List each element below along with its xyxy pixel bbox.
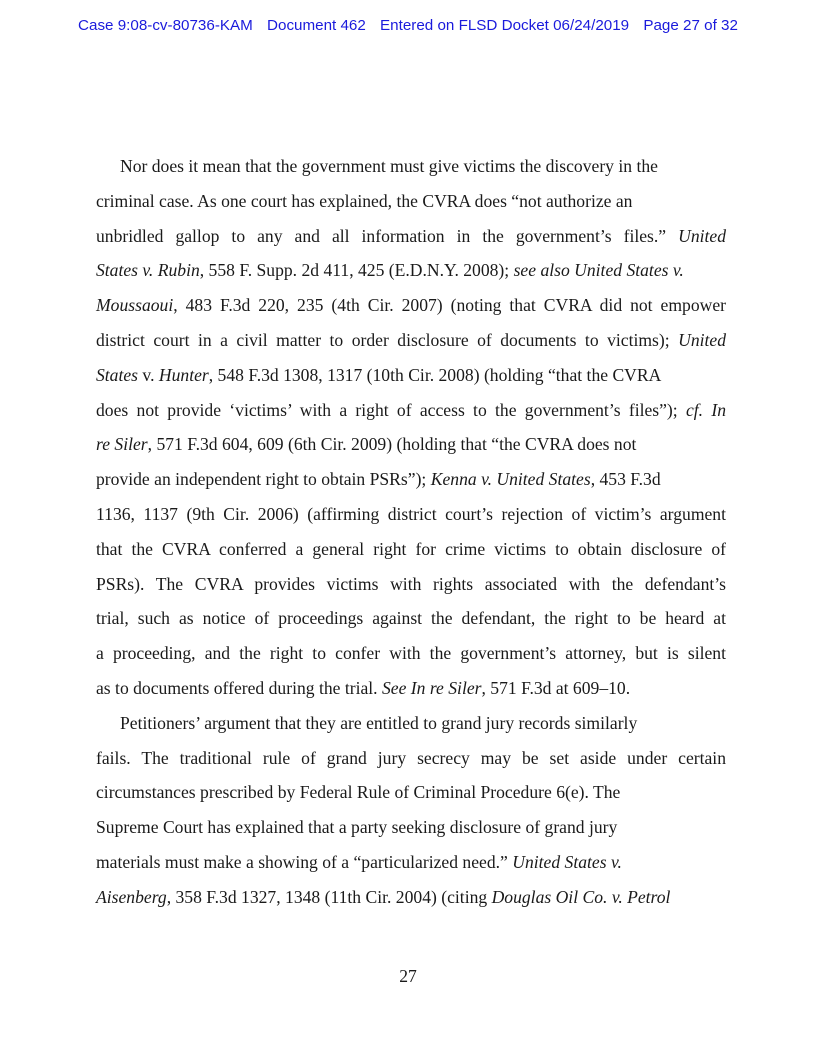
text-line — [96, 570, 726, 605]
body-text: , 571 F.3d at 609–10. — [481, 677, 631, 698]
text-line — [96, 430, 726, 465]
case-number: Case 9:08-cv-80736-KAM — [78, 17, 253, 34]
entered-date: Entered on FLSD Docket 06/24/2019 — [380, 17, 630, 34]
body-text: criminal case. As one court has explained, the CVRA does “not authorize an — [96, 190, 633, 211]
text-line — [96, 639, 726, 674]
body-text: provide an independent right to obtain PSRs”); — [96, 469, 431, 490]
text-line — [96, 361, 726, 396]
citation-text: United — [678, 329, 726, 350]
text-line — [96, 535, 726, 570]
text-line — [96, 187, 726, 222]
text-line — [96, 813, 726, 848]
body-text: that the CVRA conferred a general right for crime victims to obtain disclosure of — [96, 538, 726, 559]
citation-text: re Siler — [96, 434, 148, 455]
text-line — [96, 848, 726, 883]
text-line — [96, 291, 726, 326]
citation-text: Douglas Oil Co. v. Petrol — [491, 886, 671, 907]
text-line — [96, 744, 726, 779]
body-text: circumstances prescribed by Federal Rule of Criminal Procedure 6(e). The — [96, 782, 621, 803]
body-text: v. — [138, 364, 159, 385]
text-line — [96, 500, 726, 535]
citation-text: Moussaoui — [96, 295, 174, 316]
text-line — [96, 604, 726, 639]
body-text: , 571 F.3d 604, 609 (6th Cir. 2009) (holding that “the CVRA does not — [147, 434, 637, 455]
body-text: Supreme Court has explained that a party seeking disclosure of grand jury — [96, 817, 618, 838]
body-text: materials must make a showing of a “particularized need.” — [96, 851, 513, 872]
text-line — [96, 152, 726, 187]
citation-text: see also United States v. — [513, 260, 684, 281]
document-number: Document 462 — [267, 17, 366, 34]
body-text: Nor does it mean that the government must give victims the discovery in the — [120, 156, 658, 176]
citation-text: United — [678, 225, 726, 246]
body-text: , 548 F.3d 1308, 1317 (10th Cir. 2008) (holding “that the CVRA — [208, 364, 662, 385]
text-line — [96, 674, 726, 709]
text-line — [96, 709, 726, 744]
text-line — [96, 778, 726, 813]
citation-text: Kenna v. United States — [430, 469, 591, 490]
text-line — [96, 256, 726, 291]
docket-header — [0, 17, 816, 34]
body-text: 1136, 1137 (9th Cir. 2006) (affirming district court’s rejection of victim’s argument — [96, 503, 726, 524]
citation-text: cf. In — [685, 399, 726, 420]
body-text: trial, such as notice of proceedings against the defendant, the right to be heard at — [96, 608, 726, 629]
body-text: a proceeding, and the right to confer with the government’s attorney, but is silent — [96, 643, 726, 664]
citation-text: States — [96, 364, 139, 385]
body-text: , 358 F.3d 1327, 1348 (11th Cir. 2004) (citing — [166, 886, 492, 907]
page-number: 27 — [399, 966, 417, 986]
citation-text: United States v. — [512, 851, 622, 872]
body-text: district court in a civil matter to order disclosure of documents to victims); — [96, 329, 679, 350]
text-line — [96, 326, 726, 361]
page-indicator: Page 27 of 32 — [643, 17, 738, 34]
text-line — [96, 396, 726, 431]
body-text: , 483 F.3d 220, 235 (4th Cir. 2007) (noting that CVRA did not empower — [173, 295, 726, 316]
text-line — [96, 222, 726, 257]
body-text: fails. The traditional rule of grand jury secrecy may be set aside under certain — [96, 747, 726, 768]
citation-text: Aisenberg — [96, 886, 167, 907]
body-text: as to documents offered during the trial. — [96, 677, 382, 698]
citation-text: See In re Siler — [381, 677, 482, 698]
citation-text: Hunter — [158, 364, 209, 385]
body-text: , 558 F. Supp. 2d 411, 425 (E.D.N.Y. 2008); — [199, 260, 514, 281]
body-text: Petitioners’ argument that they are entitled to grand jury records similarly — [120, 712, 638, 733]
body-text: , 453 F.3d — [590, 469, 661, 490]
citation-text: States v. Rubin — [96, 260, 200, 281]
body-text: PSRs). The CVRA provides victims with rights associated with the defendant’s — [96, 573, 726, 594]
body-text: unbridled gallop to any and all information in the government’s files.” — [96, 225, 679, 246]
text-line — [96, 465, 726, 500]
body-text: does not provide ‘victims’ with a right of access to the government’s files”); — [96, 399, 686, 420]
text-line — [96, 883, 726, 918]
document-body — [96, 152, 726, 918]
